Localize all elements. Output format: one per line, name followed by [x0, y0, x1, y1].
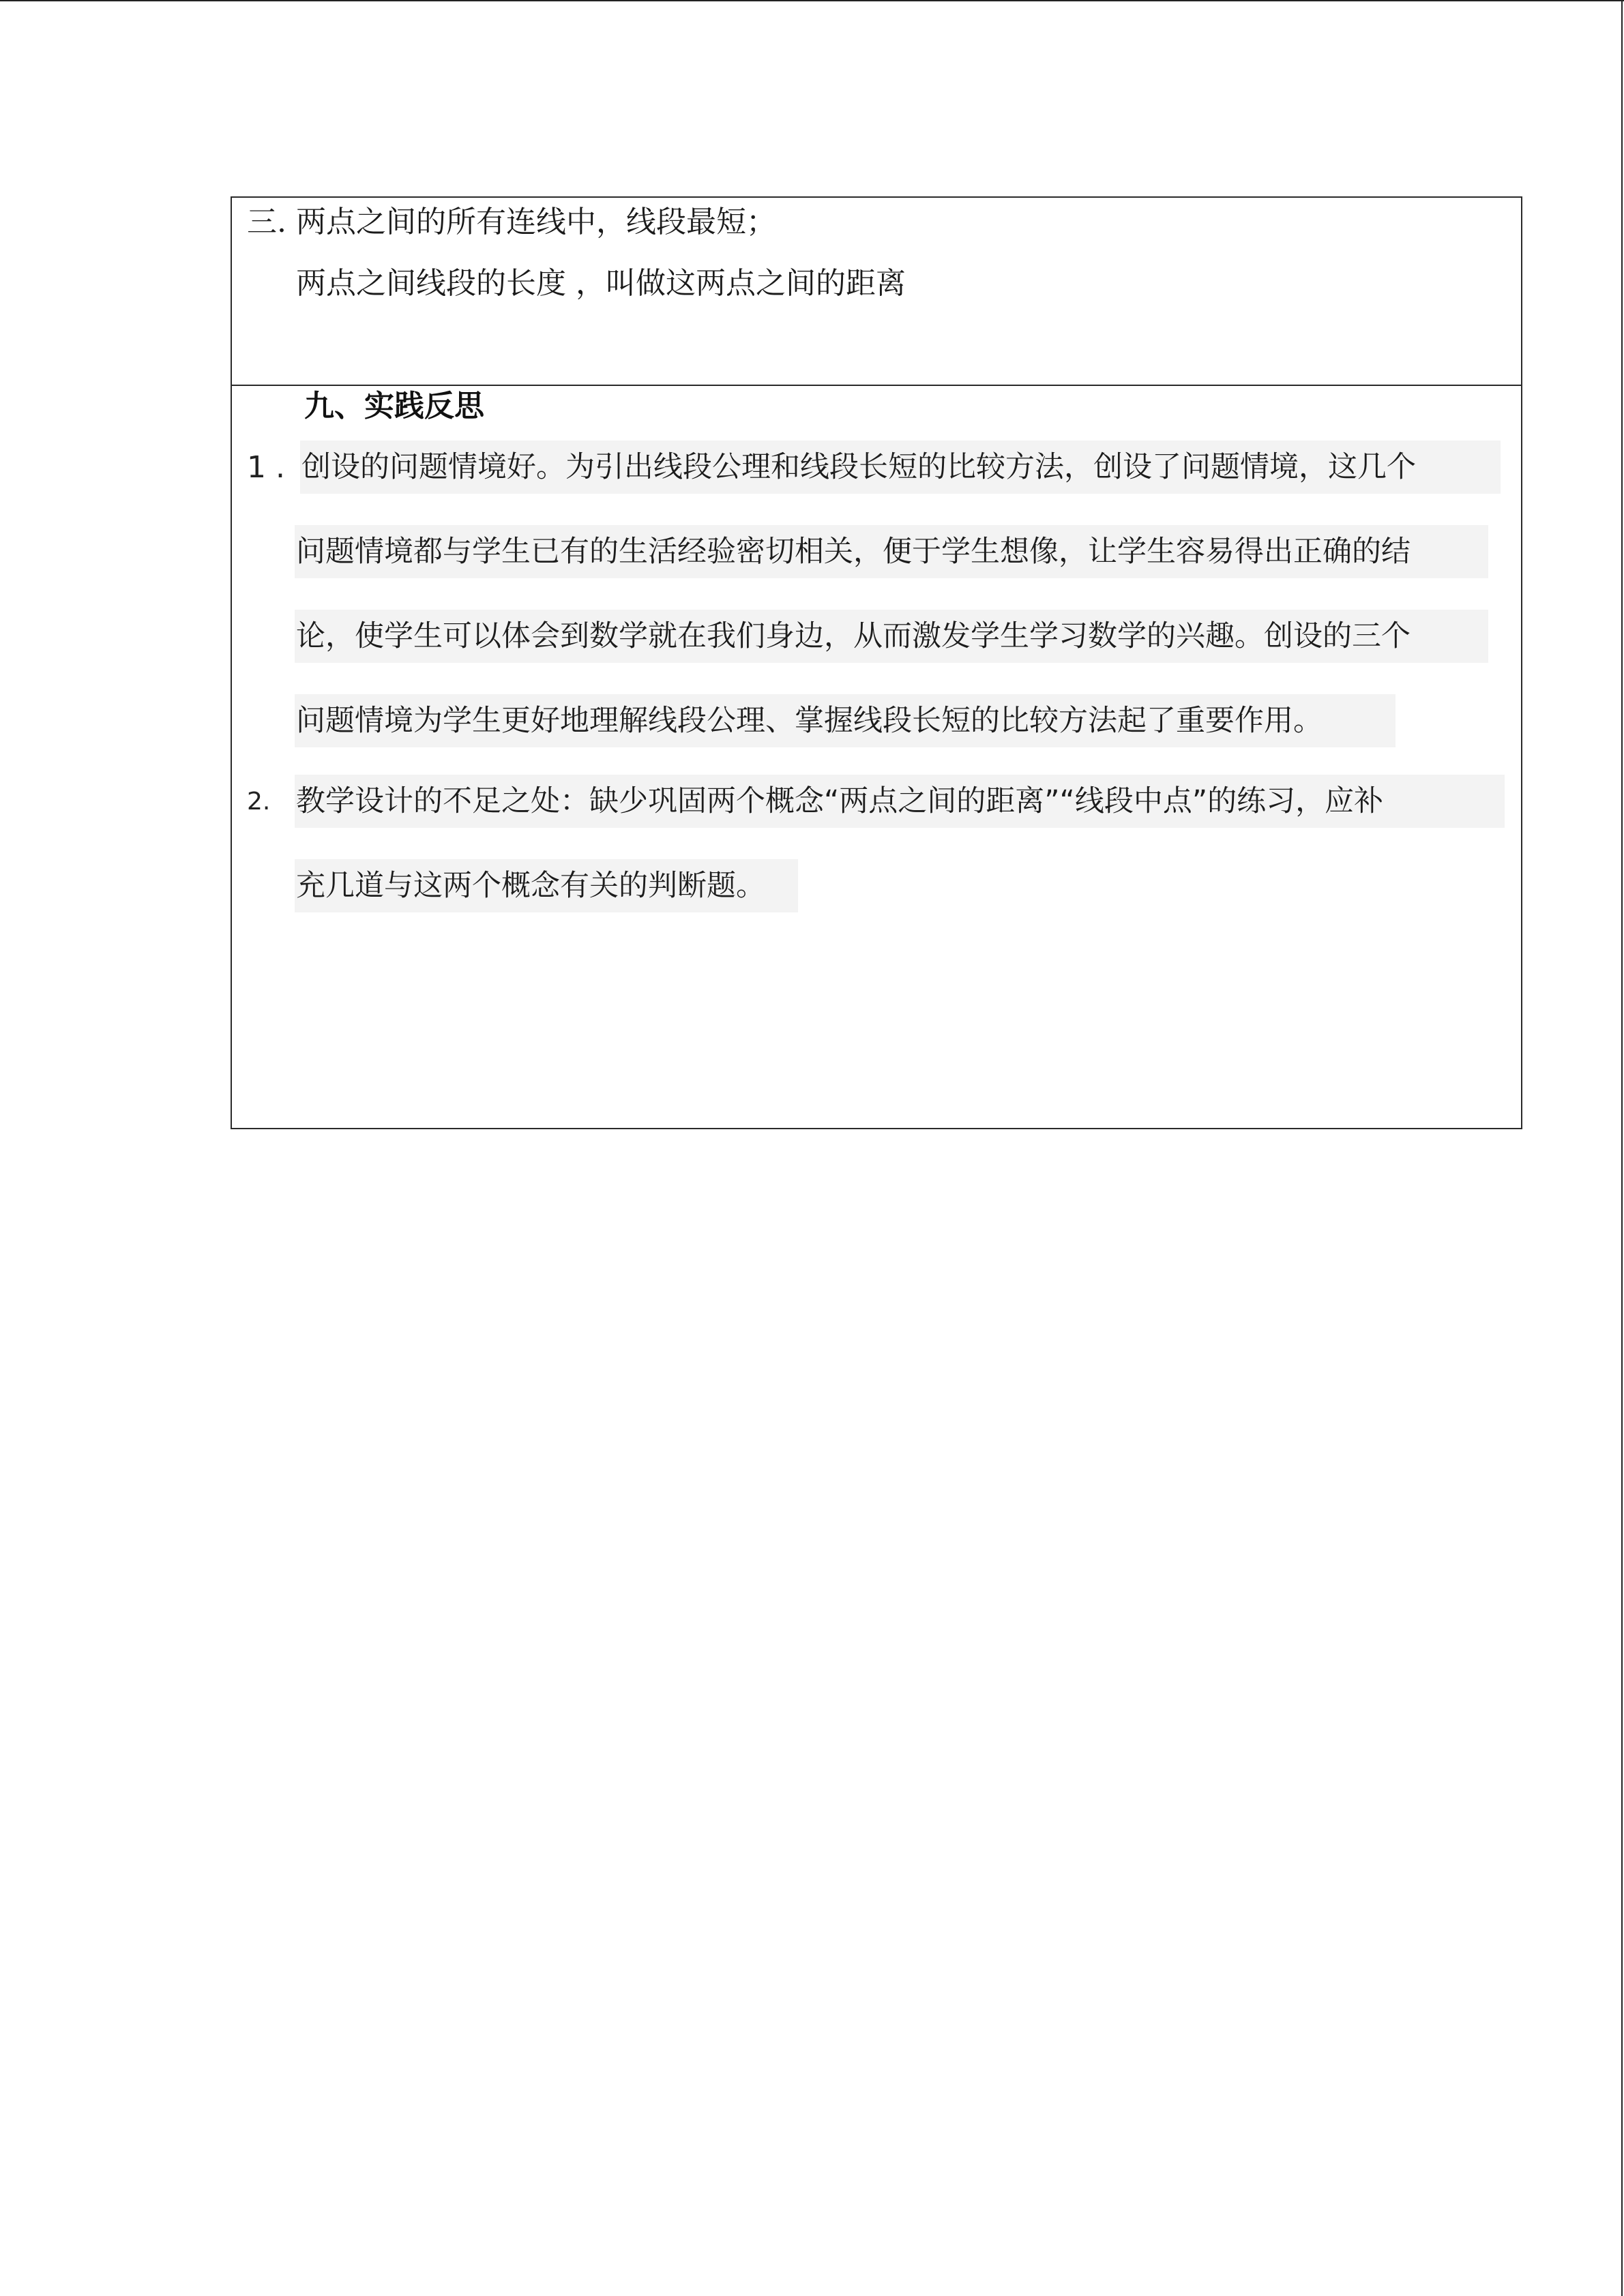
- item-1-line-3: 论，使学生可以体会到数学就在我们身边，从而激发学生学习数学的兴趣。创设的三个: [295, 610, 1488, 663]
- page-top-border: [0, 0, 1624, 1]
- item-1-line-4: 问题情境为学生更好地理解线段公理、掌握线段长短的比较方法起了重要作用。: [295, 694, 1396, 747]
- item-1-number: 1 .: [247, 450, 285, 485]
- table-cell-section-nine: [232, 386, 1521, 1128]
- item-2-line-2: 充几道与这两个概念有关的判断题。: [295, 859, 798, 912]
- section-three-line-2: 两点之间线段的长度 ，叫做这两点之间的距离: [296, 266, 906, 301]
- item-2-line-1: 教学设计的不足之处：缺少巩固两个概念“两点之间的距离”“线段中点”的练习，应补: [295, 775, 1505, 828]
- section-three-line-1: 三. 两点之间的所有连线中，线段最短；: [247, 205, 776, 239]
- table-cell-section-three: [232, 198, 1521, 386]
- item-2-number: 2.: [247, 788, 271, 816]
- section-nine-heading: 九、实践反思: [304, 389, 484, 423]
- content-table: [231, 196, 1522, 1129]
- item-1-line-2: 问题情境都与学生已有的生活经验密切相关，便于学生想像，让学生容易得出正确的结: [295, 525, 1488, 578]
- page-right-border: [1621, 0, 1623, 2296]
- item-1-line-1: 创设的问题情境好。为引出线段公理和线段长短的比较方法，创设了问题情境，这几个: [300, 441, 1501, 494]
